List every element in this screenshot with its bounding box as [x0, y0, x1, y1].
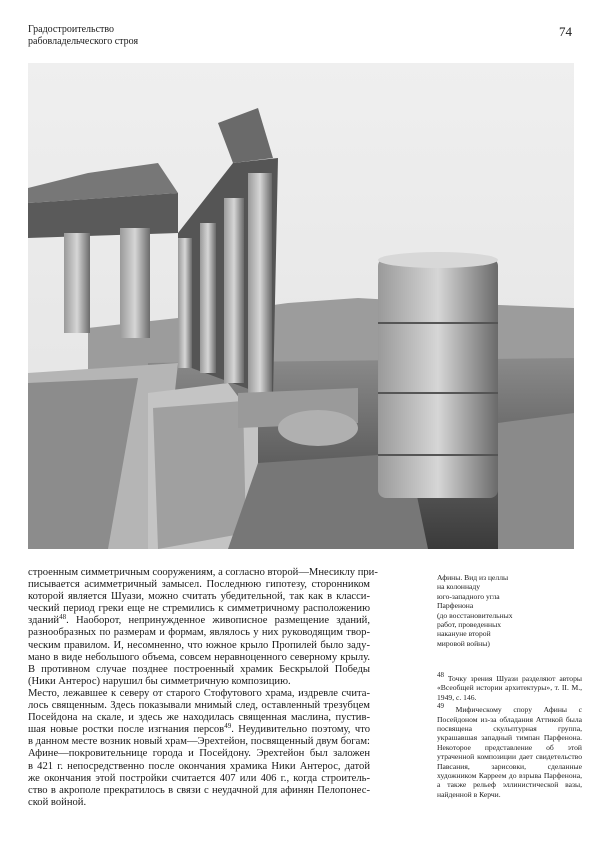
text-line: ческий период греки еще не стремились к симметричному расположению	[28, 603, 370, 615]
text-line: которой является Шуази, можно считать убедительной, так как в класси-	[28, 591, 370, 603]
text-line: ство в акрополе прекратилось в связи с неудачной для афинян Пелопонес-	[28, 784, 370, 796]
footnote-ref-49[interactable]: 49	[224, 722, 232, 731]
text-fragment: зданий	[28, 615, 60, 627]
text-line: строенным симметричным сооружениям, а согласно второй—Мнесиклу при-	[28, 567, 378, 578]
footnote-49	[437, 702, 582, 799]
text-line: писывается асимметричный замысел. Последнюю гипотезу, сторонником	[28, 579, 370, 591]
footnote-text: Мифическому спору Афины с Посейдоном из-за обладания Аттикой была посвящена скульптурная группа, украшавшая западный тимпан Парфенона. Некоторое представление об этой утраченной композиции дает свидетельство Павсания, зарисовки, сделанные художником Карреем до взрыва Парфенона, а также рельеф эллинистической вазы, найденной в Керчи.	[437, 705, 582, 799]
parthenon-photo	[28, 63, 574, 549]
text-line: В противном случае позднее построенный храмик Бескрылой Победы	[28, 663, 370, 675]
column-drum	[378, 258, 498, 498]
text-line: в 421 г. непосредственно после окончания храмика Ники Антерос, датой	[28, 760, 370, 772]
caption-line: (до восстановительных	[437, 610, 513, 620]
caption-line: Афины. Вид из целлы	[437, 573, 509, 582]
caption-line: мировой войны)	[437, 638, 490, 648]
text-fragment: шая новые ростки после изгнания персов	[28, 724, 225, 736]
main-text	[28, 567, 378, 809]
caption-line: Парфенона	[437, 601, 474, 611]
running-title	[28, 24, 138, 48]
text-line: лось священным. Здесь показывали мнимый след, оставленный трезубцем	[28, 700, 370, 712]
text-line: ческим правилом. И, несомненно, что южное крыло Пропилей было заду-	[28, 639, 370, 651]
footnote-number: 48	[437, 671, 444, 679]
text-fragment: . Наоборот, непринужденное живописное размещение зданий,	[66, 615, 370, 627]
text-line	[28, 615, 370, 627]
text-line: Афине—покровительнице города и Посейдону. Эрехтейон был заложен	[28, 748, 370, 760]
text-line	[28, 724, 370, 736]
caption-line: накануне второй	[437, 629, 491, 639]
text-fragment: . Неудивительно поэтому, что	[231, 724, 371, 736]
photo-caption	[437, 573, 582, 648]
text-line: ской войной.	[28, 796, 87, 808]
footnote-48	[437, 671, 582, 702]
page-number: 74	[559, 24, 572, 39]
caption-line: на колоннаду	[437, 582, 481, 592]
footnote-ref-48[interactable]: 48	[59, 613, 67, 622]
text-line: Место, лежавшее к северу от старого Стофутового храма, издревле счита-	[28, 687, 370, 699]
text-line: Посейдона на скале, и здесь же находилась священная маслина, пустив-	[28, 712, 370, 724]
text-line: разнообразных по размерам и формам, являлось у них руководящим твор-	[28, 627, 370, 639]
caption-line: юго-западного угла	[437, 591, 500, 601]
text-line: (Ники Антерос) нарушил бы симметричную композицию.	[28, 675, 291, 687]
footnotes	[437, 671, 582, 802]
text-line: же окончания этой постройки считается 407 или 406 г., когда строитель-	[28, 772, 370, 784]
text-line: мано в виде небольшого объема, совсем неравноценного северному крылу.	[28, 651, 370, 663]
footnote-number: 49	[437, 702, 444, 711]
footnote-text: Точку зрения Шуази разделяют авторы «Всеобщей истории архитектуры», т. II. М., 1949, с. 146.	[437, 674, 582, 702]
caption-line: работ, проведенных	[437, 620, 502, 630]
running-title-line2: рабовладельческого строя	[28, 36, 139, 47]
running-title-line1: Градостроительство	[28, 24, 115, 35]
text-line: в данном месте возник новый храм—Эрехтейон, посвященный двум богам:	[28, 736, 370, 748]
